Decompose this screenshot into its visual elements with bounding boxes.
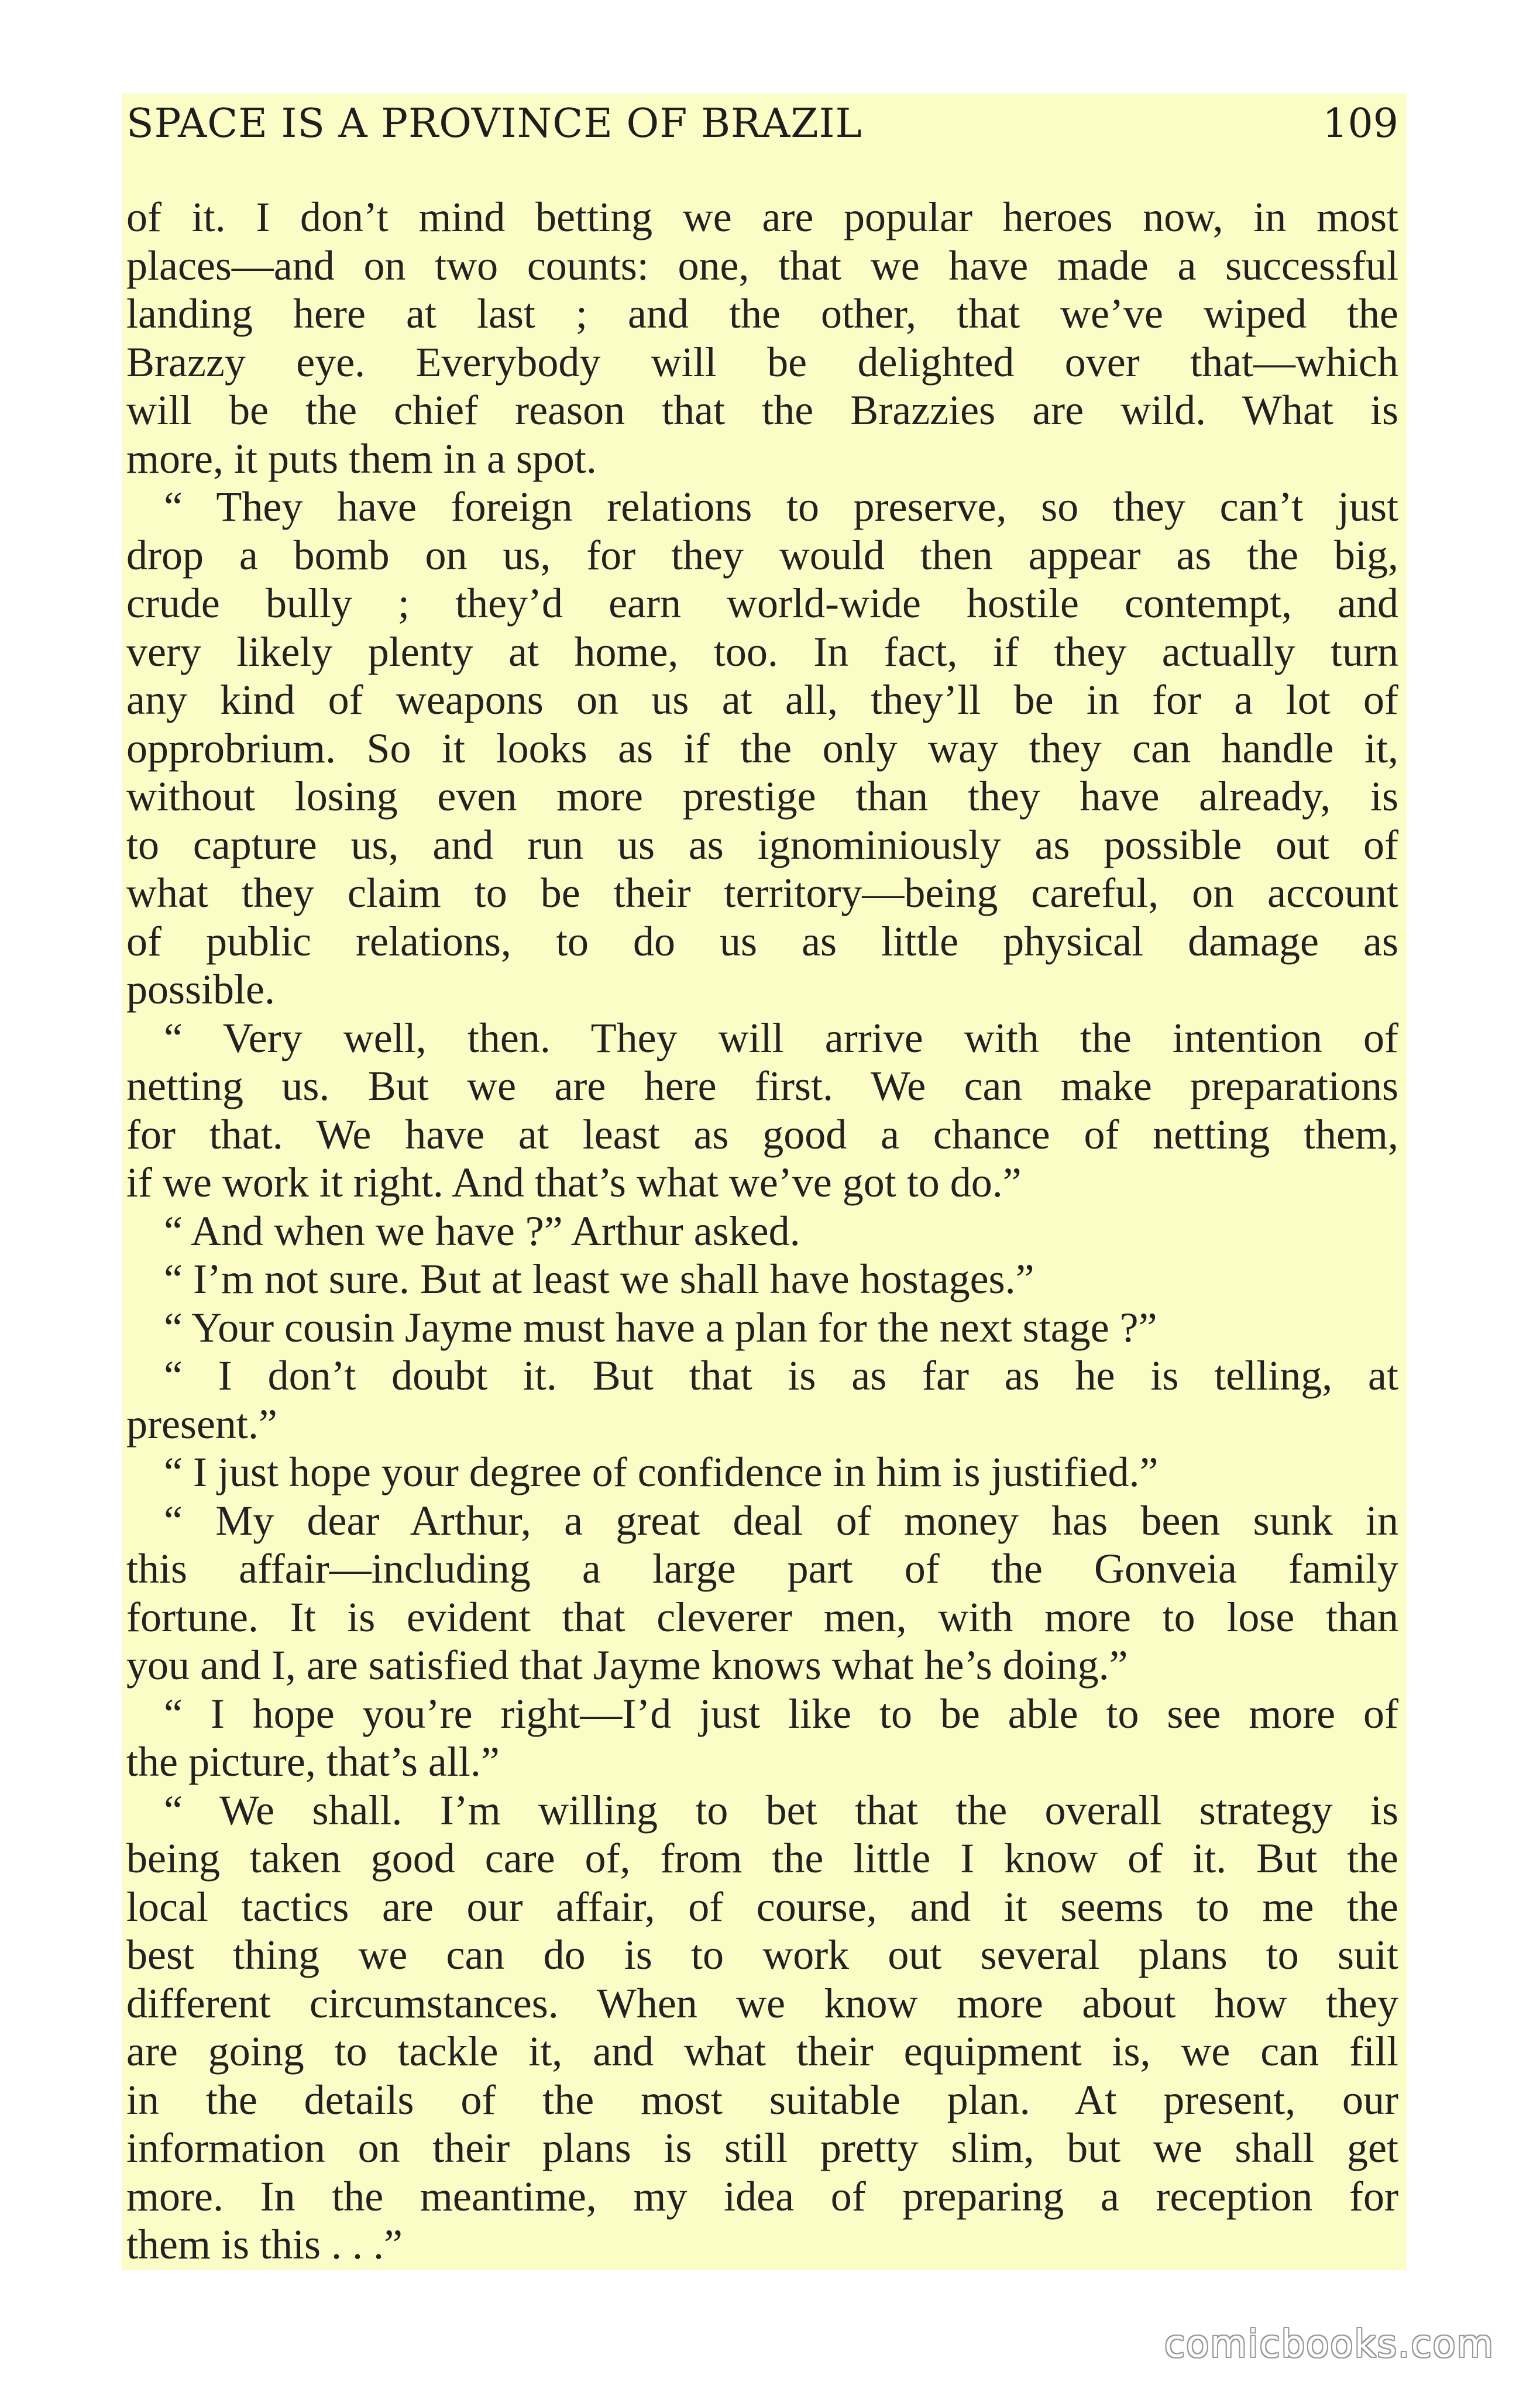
text-line: to capture us, and run us as ignominiously as possible out of	[126, 821, 1398, 868]
book-page	[122, 94, 1407, 2270]
text-line: “ I don’t doubt it. But that is as far as he is telling, at	[164, 1352, 1398, 1399]
running-head	[126, 95, 1398, 153]
text-line: of public relations, to do us as little physical damage as	[126, 917, 1398, 965]
text-line: “ My dear Arthur, a great deal of money has been sunk in	[164, 1497, 1398, 1544]
text-line: you and I, are satisfied that Jayme knows what he’s doing.”	[126, 1642, 1128, 1689]
text-line: being taken good care of, from the little I know of it. But the	[126, 1835, 1398, 1882]
text-line: “ I hope you’re right—I’d just like to be able to see more of	[164, 1690, 1398, 1737]
text-line: are going to tackle it, and what their equipment is, we can fill	[126, 2028, 1398, 2075]
text-line: “ Your cousin Jayme must have a plan for the next stage ?”	[164, 1304, 1157, 1351]
text-line: very likely plenty at home, too. In fact, if they actually turn	[126, 628, 1398, 675]
text-line: more, it puts them in a spot.	[126, 435, 597, 482]
text-line: what they claim to be their territory—being careful, on account	[126, 869, 1398, 916]
text-line: of it. I don’t mind betting we are popular heroes now, in most	[126, 194, 1398, 240]
text-line: local tactics are our affair, of course, and it seems to me the	[126, 1883, 1398, 1930]
text-line: “ They have foreign relations to preserve, so they can’t just	[164, 483, 1398, 530]
text-line: the picture, that’s all.”	[126, 1738, 500, 1785]
text-line: “ I just hope your degree of confidence in him is justified.”	[164, 1449, 1159, 1495]
text-line: Brazzy eye. Everybody will be delighted over that—which	[126, 338, 1398, 386]
text-line: without losing even more prestige than they have already, is	[126, 773, 1398, 820]
text-line: if we work it right. And that’s what we’ve got to do.”	[126, 1159, 1022, 1206]
text-line: “ I’m not sure. But at least we shall have hostages.”	[164, 1256, 1034, 1302]
text-line: in the details of the most suitable plan. At present, our	[126, 2076, 1398, 2123]
body-text	[126, 193, 1398, 2269]
text-line: best thing we can do is to work out several plans to suit	[126, 1931, 1398, 1978]
text-line: any kind of weapons on us at all, they’ll be in for a lot of	[126, 676, 1398, 723]
text-line: information on their plans is still pretty slim, but we shall get	[126, 2124, 1398, 2171]
text-line: “ We shall. I’m willing to bet that the overall strategy is	[164, 1786, 1398, 1834]
text-line: drop a bomb on us, for they would then appear as the big,	[126, 531, 1398, 579]
text-line: landing here at last ; and the other, that we’ve wiped the	[126, 290, 1398, 337]
text-line: different circumstances. When we know more about how they	[126, 1979, 1398, 2027]
text-line: “ Very well, then. They will arrive with the intention of	[164, 1014, 1398, 1061]
text-line: for that. We have at least as good a chance of netting them,	[126, 1111, 1398, 1158]
text-line: places—and on two counts: one, that we have made a successful	[126, 242, 1398, 289]
text-line: fortune. It is evident that cleverer men, with more to lose than	[126, 1593, 1398, 1641]
text-line: more. In the meantime, my idea of preparing a reception for	[126, 2172, 1398, 2220]
text-line: opprobrium. So it looks as if the only way they can handle it,	[126, 724, 1398, 772]
text-line: possible.	[126, 966, 276, 1013]
running-title: SPACE IS A PROVINCE OF BRAZIL	[126, 101, 862, 147]
text-line: will be the chief reason that the Brazzies are wild. What is	[126, 387, 1398, 434]
page-number: 109	[1322, 101, 1398, 147]
text-line: crude bully ; they’d earn world-wide hostile contempt, and	[126, 580, 1398, 627]
watermark-logo: comicbooks.com	[1164, 2323, 1494, 2366]
text-line: netting us. But we are here first. We can make preparations	[126, 1063, 1398, 1109]
text-line: this affair—including a large part of the Gonveia family	[126, 1545, 1398, 1592]
text-line: “ And when we have ?” Arthur asked.	[164, 1207, 800, 1254]
text-line: present.”	[126, 1400, 277, 1448]
text-line: them is this . . .”	[126, 2221, 403, 2268]
